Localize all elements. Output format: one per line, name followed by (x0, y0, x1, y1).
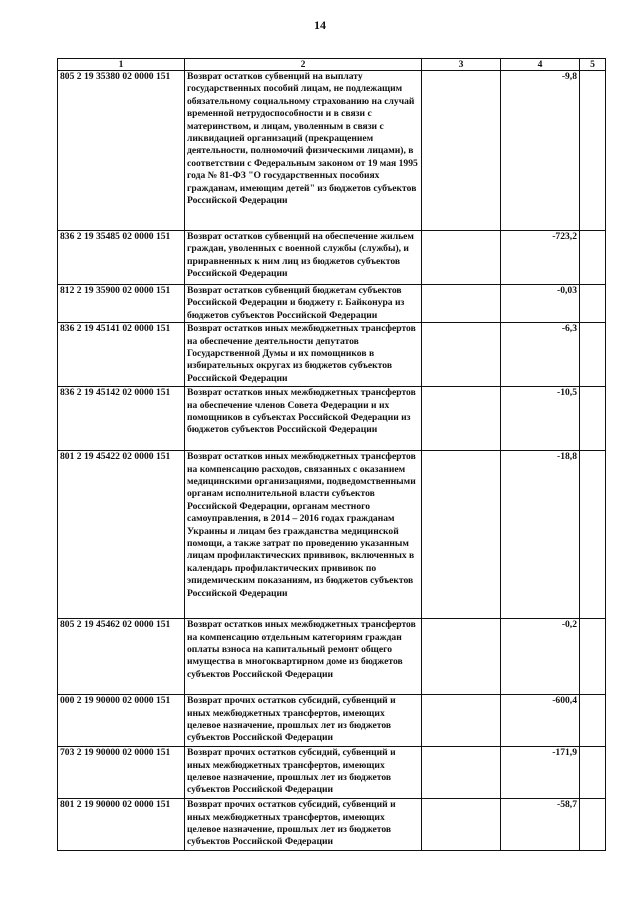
amount: -0,2 (501, 619, 580, 695)
amount: -10,5 (501, 387, 580, 451)
column-5-cell (580, 387, 606, 451)
amount: -9,8 (501, 71, 580, 231)
column-header-5: 5 (580, 59, 606, 71)
column-3-cell (422, 451, 501, 619)
amount: -723,2 (501, 231, 580, 285)
description (185, 231, 422, 285)
description-text: Возврат остатков субвенций бюджетам субъектов Российской Федерации и бюджету г. Байконура из бюджетов субъектов Российской Федерации (187, 285, 405, 321)
budget-code: 836 2 19 35485 02 0000 151 (58, 231, 185, 285)
column-5-cell (580, 799, 606, 851)
column-3-cell (422, 323, 501, 387)
table-row (58, 387, 606, 451)
table-header-row (58, 59, 606, 71)
column-5-cell (580, 285, 606, 323)
description (185, 387, 422, 451)
description-text: Возврат остатков иных межбюджетных трансфертов на обеспечение деятельности депутатов Государственной Думы и их помощников в избирательных округах из бюджетов субъектов Российской Федерации (187, 323, 416, 384)
column-3-cell (422, 71, 501, 231)
description (185, 619, 422, 695)
amount: -600,4 (501, 695, 580, 747)
description (185, 799, 422, 851)
budget-code: 836 2 19 45141 02 0000 151 (58, 323, 185, 387)
description-text: Возврат прочих остатков субсидий, субвенций и иных межбюджетных трансфертов, имеющих целевое назначение, прошлых лет из бюджетов субъектов Российской Федерации (187, 747, 396, 796)
amount: -0,03 (501, 285, 580, 323)
amount: -171,9 (501, 747, 580, 799)
column-3-cell (422, 695, 501, 747)
description (185, 451, 422, 619)
column-3-cell (422, 231, 501, 285)
column-5-cell (580, 323, 606, 387)
amount: -6,3 (501, 323, 580, 387)
table-row (58, 71, 606, 231)
description-text: Возврат остатков иных межбюджетных трансфертов на компенсацию расходов, связанных с оказанием медицинскими организациями, подведомственными органам исполнительной власти субъектов Российской Федерации, органам местного самоуправления, в 2014 – 2016 годах гражданам Украины и лицам без гражданства медицинской помощи, а также затрат по проведению указанным лицам профилактических прививок, включенных в календарь профилактических прививок по эпидемическим показаниям, из бюджетов субъектов Российской Федерации (187, 451, 416, 599)
description (185, 323, 422, 387)
description (185, 71, 422, 231)
description-text: Возврат остатков иных межбюджетных трансфертов на компенсацию отдельным категориям граждан оплаты взноса на капитальный ремонт общего имущества в многоквартирном доме из бюджетов субъектов Российской Федерации (187, 619, 416, 680)
column-header-2: 2 (185, 59, 422, 71)
column-3-cell (422, 619, 501, 695)
table-row (58, 323, 606, 387)
description-text: Возврат прочих остатков субсидий, субвенций и иных межбюджетных трансфертов, имеющих целевое назначение, прошлых лет из бюджетов субъектов Российской Федерации (187, 799, 396, 848)
budget-code: 805 2 19 45462 02 0000 151 (58, 619, 185, 695)
description-text: Возврат прочих остатков субсидий, субвенций и иных межбюджетных трансфертов, имеющих целевое назначение, прошлых лет из бюджетов субъектов Российской Федерации (187, 695, 396, 744)
budget-code: 836 2 19 45142 02 0000 151 (58, 387, 185, 451)
table-row (58, 451, 606, 619)
column-header-1: 1 (58, 59, 185, 71)
amount: -18,8 (501, 451, 580, 619)
description-text: Возврат остатков иных межбюджетных трансфертов на обеспечение членов Совета Федерации и их помощников в субъектах Российской Федерации из бюджетов субъектов Российской Федерации (187, 387, 416, 436)
budget-code: 000 2 19 90000 02 0000 151 (58, 695, 185, 747)
table-row (58, 695, 606, 747)
description (185, 285, 422, 323)
budget-table (57, 58, 606, 851)
column-3-cell (422, 799, 501, 851)
column-5-cell (580, 231, 606, 285)
column-3-cell (422, 387, 501, 451)
description-text: Возврат остатков субвенций на выплату государственных пособий лицам, не подлежащим обязательному социальному страхованию на случай временной нетрудоспособности и в связи с материнством, и лицам, уволенным в связи с ликвидацией организаций (прекращением деятельности, полномочий физическими лицами), в соответствии с Федеральным законом от 19 мая 1995 года № 81-ФЗ "О государственных пособиях гражданам, имеющим детей" из бюджетов субъектов Российской Федерации (187, 71, 418, 207)
description (185, 747, 422, 799)
amount: -58,7 (501, 799, 580, 851)
column-5-cell (580, 695, 606, 747)
budget-code: 703 2 19 90000 02 0000 151 (58, 747, 185, 799)
page-number: 14 (314, 18, 326, 32)
budget-code: 805 2 19 35380 02 0000 151 (58, 71, 185, 231)
table-row (58, 747, 606, 799)
budget-code: 801 2 19 45422 02 0000 151 (58, 451, 185, 619)
column-5-cell (580, 71, 606, 231)
description-text: Возврат остатков субвенций на обеспечение жильем граждан, уволенных с военной службы (службы), и приравненных к ним лиц из бюджетов субъектов Российской Федерации (187, 231, 414, 280)
table-row (58, 799, 606, 851)
table-row (58, 285, 606, 323)
column-3-cell (422, 285, 501, 323)
description (185, 695, 422, 747)
budget-code: 801 2 19 90000 02 0000 151 (58, 799, 185, 851)
table-row (58, 619, 606, 695)
column-header-3: 3 (422, 59, 501, 71)
column-5-cell (580, 747, 606, 799)
column-5-cell (580, 619, 606, 695)
budget-code: 812 2 19 35900 02 0000 151 (58, 285, 185, 323)
column-header-4: 4 (501, 59, 580, 71)
column-5-cell (580, 451, 606, 619)
column-3-cell (422, 747, 501, 799)
table-row (58, 231, 606, 285)
